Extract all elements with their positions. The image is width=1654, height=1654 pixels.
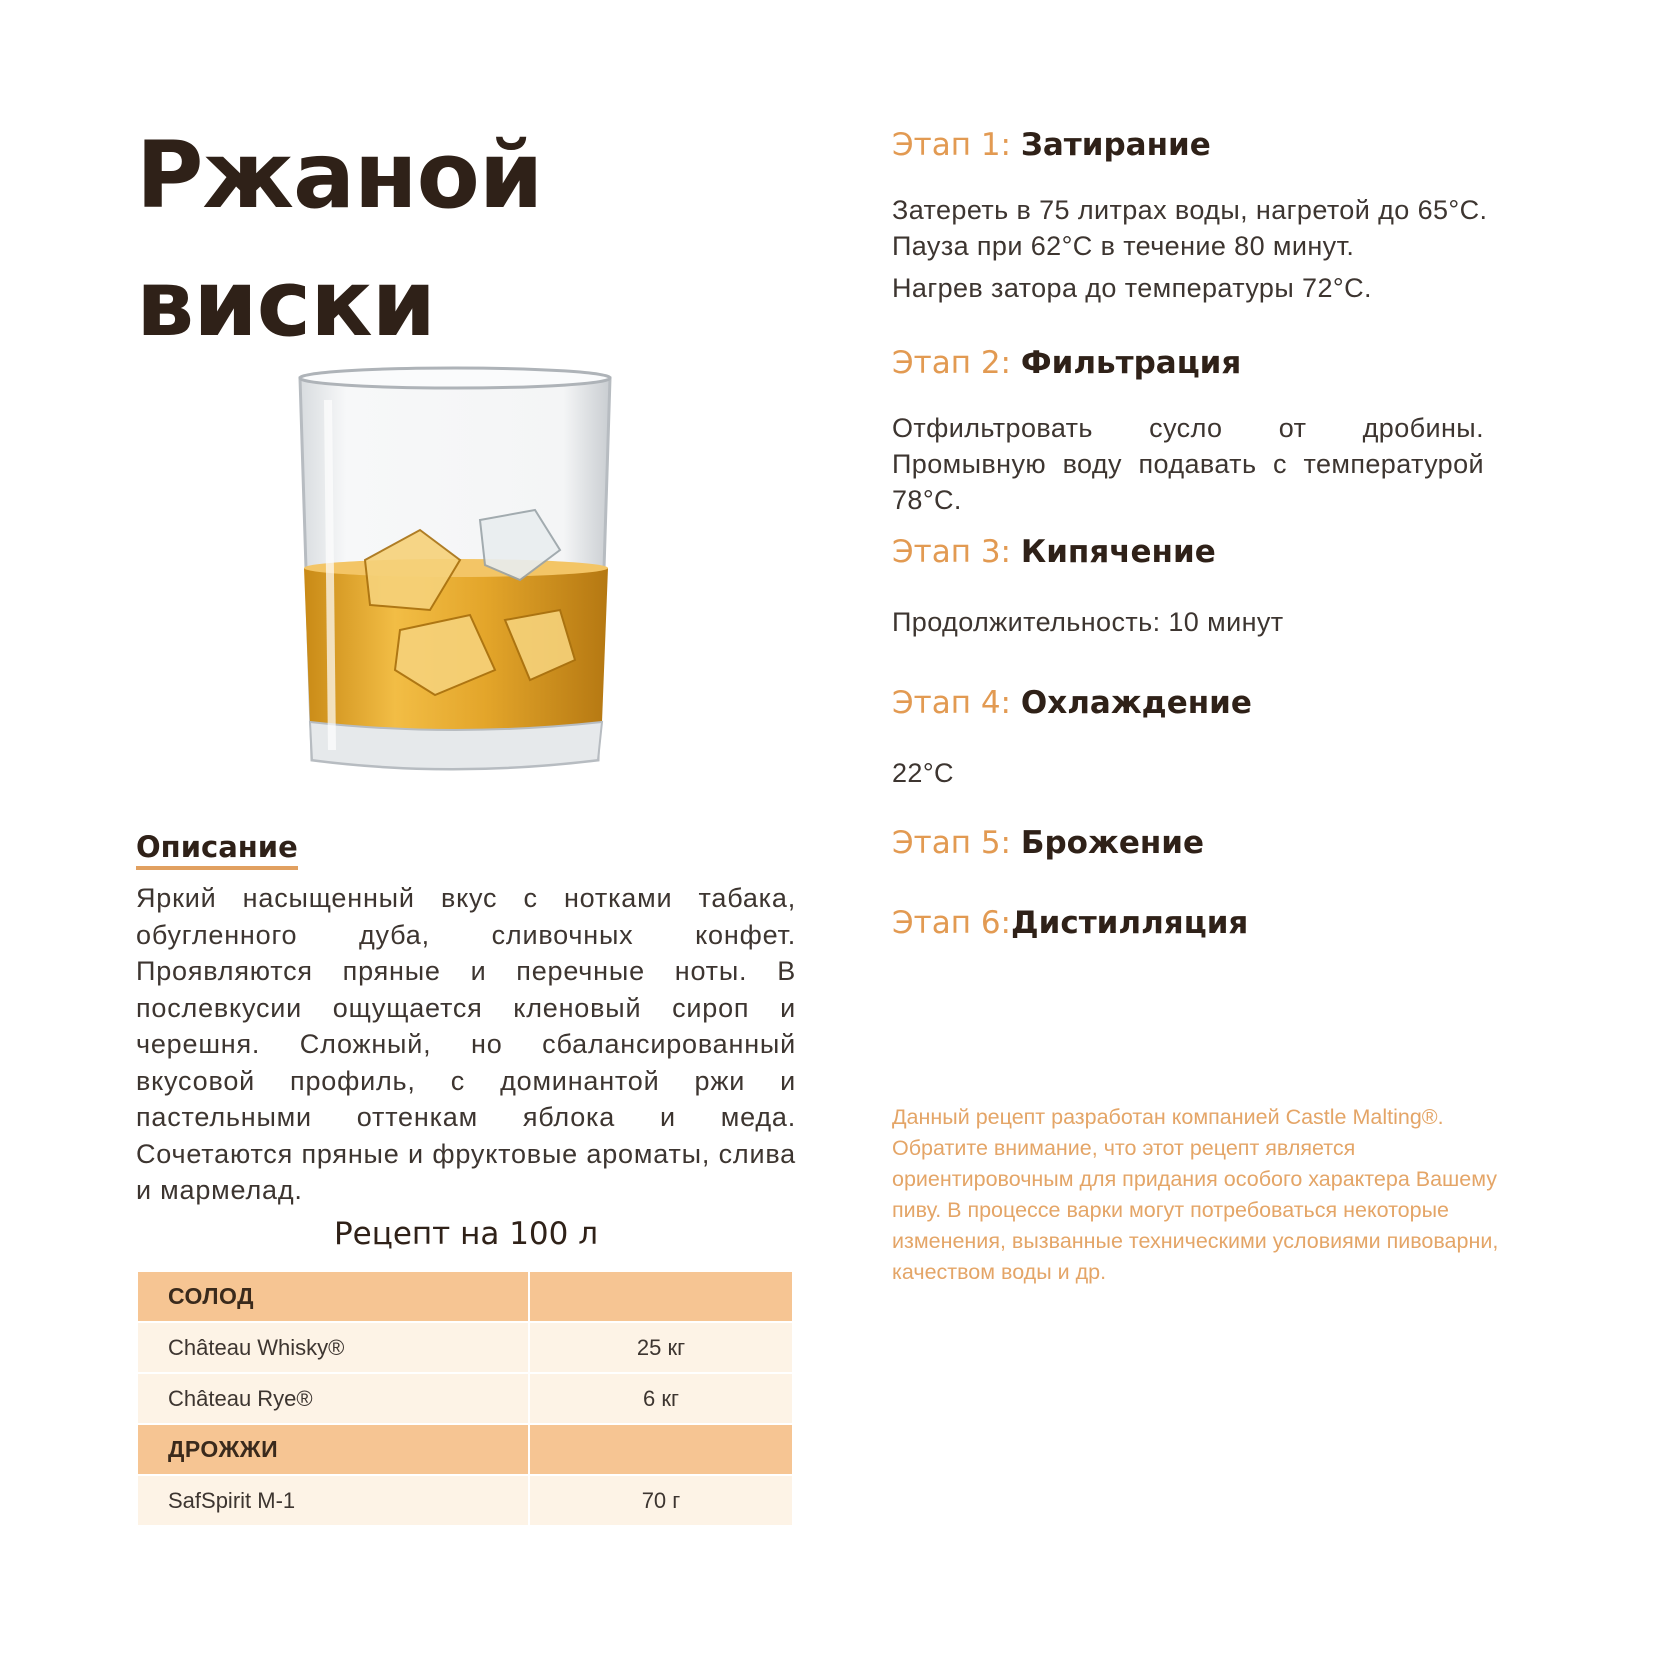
stage-5-heading xyxy=(892,823,1532,863)
description-heading: Описание xyxy=(136,830,298,870)
stage-5 xyxy=(892,823,1532,863)
stage-number: Этап 6: xyxy=(892,905,1011,941)
stage-4-heading xyxy=(892,683,1532,723)
stage-2-text: Отфильтровать сусло от дробины. Промывную воду подавать с температурой 78°C. xyxy=(892,413,1484,515)
stage-number: Этап 2: xyxy=(892,345,1011,381)
stage-name: Затирание xyxy=(1020,127,1211,163)
stage-2-heading xyxy=(892,343,1532,383)
table-row xyxy=(137,1475,793,1526)
title-line-1: Ржаной xyxy=(136,122,543,229)
stage-name: Брожение xyxy=(1020,825,1205,861)
table-row xyxy=(137,1322,793,1373)
stage-1-text: Затереть в 75 литрах воды, нагретой до 65°C. Пауза при 62°C в течение 80 минут. xyxy=(892,195,1488,261)
ingredient-name: SafSpirit M-1 xyxy=(137,1475,529,1526)
recipe-table xyxy=(136,1270,794,1527)
stage-number: Этап 3: xyxy=(892,534,1011,570)
table-row xyxy=(137,1373,793,1424)
stage-4-text: 22°C xyxy=(892,758,954,788)
ingredient-name: Château Whisky® xyxy=(137,1322,529,1373)
stage-number: Этап 4: xyxy=(892,685,1011,721)
stage-name: Фильтрация xyxy=(1020,345,1242,381)
stage-1 xyxy=(892,125,1532,306)
stage-3-heading xyxy=(892,532,1532,572)
recipe-title: Рецепт на 100 л xyxy=(333,1216,599,1252)
stage-name: Дистилляция xyxy=(1011,905,1249,941)
stage-6 xyxy=(892,903,1532,943)
stage-name: Охлаждение xyxy=(1020,685,1252,721)
page-title xyxy=(136,112,542,368)
title-line-2: виски xyxy=(136,250,436,357)
stage-4 xyxy=(892,683,1532,791)
stage-3 xyxy=(892,532,1532,640)
ingredient-qty: 25 кг xyxy=(529,1322,793,1373)
ingredient-qty: 6 кг xyxy=(529,1373,793,1424)
stage-number: Этап 1: xyxy=(892,127,1011,163)
description-text: Яркий насыщенный вкус с нотками табака, обугленного дуба, сливочных конфет. Проявляются пряные и перечные ноты. В послевкусии ощущается кленовый сироп и черешня. Сложный, но сбалансированный вкусовой профиль, с доминантой ржи и пастельными оттенкам яблока и меда. Сочетаются пряные и фруктовые ароматы, слива и мармелад. xyxy=(136,883,796,1205)
malt-header: СОЛОД xyxy=(137,1271,529,1322)
stage-6-heading xyxy=(892,903,1532,943)
disclaimer-text: Данный рецепт разработан компанией Castle Malting®. Обратите внимание, что этот рецепт является ориентировочным для придания особого характера Вашему пиву. В процессе варки могут потребоваться некоторые изменения, вызванные техническими условиями пивоварни, качеством воды и др. xyxy=(892,1105,1499,1284)
yeast-header: ДРОЖЖИ xyxy=(137,1424,529,1475)
table-section-row xyxy=(137,1424,793,1475)
stage-1-text-2: Нагрев затора до температуры 72°C. xyxy=(892,273,1372,303)
ingredient-qty: 70 г xyxy=(529,1475,793,1526)
table-section-row xyxy=(137,1271,793,1322)
stage-3-text: Продолжительность: 10 минут xyxy=(892,607,1284,637)
stage-name: Кипячение xyxy=(1020,534,1216,570)
stage-2 xyxy=(892,343,1532,518)
ingredient-name: Château Rye® xyxy=(137,1373,529,1424)
whisky-glass-image xyxy=(270,360,690,820)
stage-number: Этап 5: xyxy=(892,825,1011,861)
stage-1-heading xyxy=(892,125,1532,165)
